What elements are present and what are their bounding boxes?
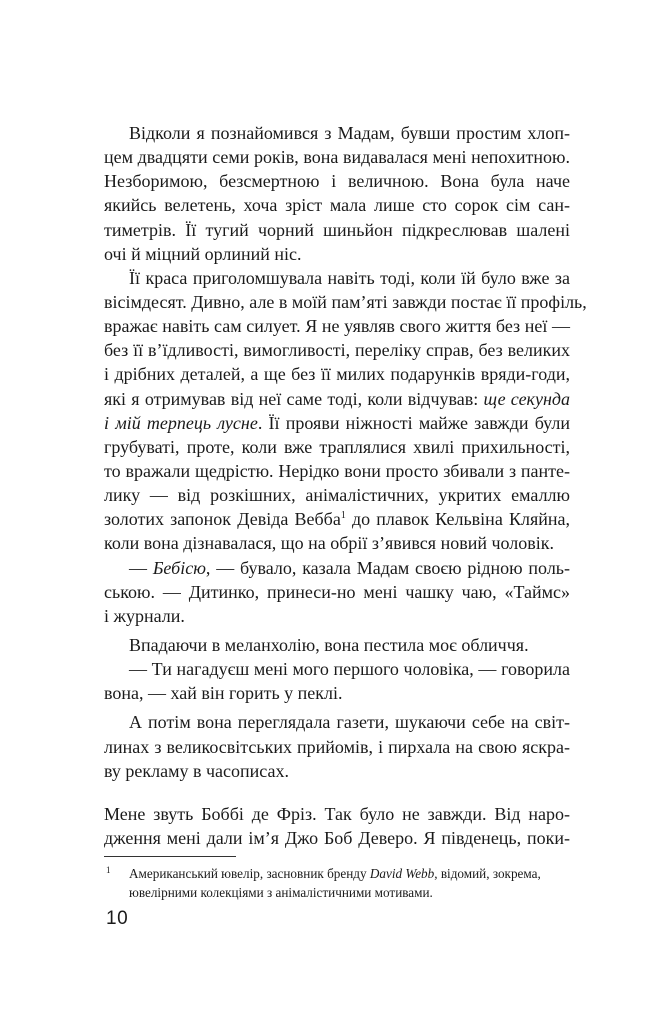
- footnote-number: 1: [106, 865, 111, 875]
- italic-text: ще секунда: [483, 388, 570, 409]
- text-line: [104, 556, 570, 580]
- text-line: і журнали.: [104, 605, 185, 626]
- paragraph: [104, 121, 570, 266]
- text-run: . Її прояви ніжності майже завжди були: [257, 412, 571, 433]
- text-line: грубуваті, проте, коли вже траплялися хвилі прихильності,: [104, 436, 570, 457]
- text-line: вона, — хай він горить у пеклі.: [104, 683, 343, 704]
- section-break: [104, 783, 570, 802]
- paragraph: [104, 556, 570, 628]
- text-run: до плавок Кельвіна Кляйна,: [345, 509, 570, 530]
- text-line: і дрібних деталей, а ще без її милих подарунків вряди-годи,: [104, 364, 570, 385]
- text-line: цем двадцяти семи років, вона видавалася мені непохитною.: [104, 147, 570, 168]
- text-line: линах з великосвітських прийомів, і пирхала на свою яскра-: [104, 736, 570, 757]
- text-run: які я отримував від неї саме тоді, коли відчував:: [104, 388, 484, 409]
- paragraph: [104, 266, 587, 556]
- text-line: то вражали щедрістю. Нерідко вони просто збивали з панте-: [104, 460, 570, 481]
- text-line: коли вона дізнавалася, що на обрії з’явився новий чоловік.: [104, 533, 555, 554]
- footnote: [104, 864, 574, 902]
- text-line: тиметрів. Її тугий чорний шиньйон підкреслював шалені: [104, 219, 570, 240]
- text-line: [104, 411, 570, 435]
- paragraph: [104, 710, 570, 782]
- text-line: ською. — Дитинко, принеси-но мені чашку чаю, «Таймс»: [104, 581, 570, 602]
- text-line: вражає навіть сам силует. Я не уявляв свого життя без неї —: [104, 316, 570, 337]
- text-line: лику — від розкішних, анімалістичних, укритих емаллю: [104, 485, 570, 506]
- italic-text: Бебісю: [152, 557, 206, 578]
- text-line: Її краса приголомшувала навіть тоді, коли їй було вже за: [129, 267, 570, 288]
- text-line: очі й міцний орлиний ніс.: [104, 243, 302, 264]
- text-line: дження мені дали ім’я Джо Боб Деверо. Я південець, поки-: [104, 827, 570, 848]
- text-line: [104, 387, 570, 411]
- text-line: Відколи я познайомився з Мадам, бувши простим хлоп-: [129, 123, 570, 143]
- text-line: вісімдесят. Дивно, але в моїй пам’яті завжди постає її профіль,: [104, 291, 587, 312]
- footnote-line: ювелірними колекціями з анімалістичними мотивами.: [129, 885, 433, 900]
- text-run: —: [129, 557, 153, 578]
- text-run: , відомий, зокрема,: [434, 866, 541, 881]
- text-line: Мене звуть Боббі де Фріз. Так було не завжди. Від наро-: [104, 803, 570, 824]
- text-run: , — бувало, казала Мадам своєю рідною поль-: [205, 557, 571, 578]
- paragraph: [104, 802, 570, 850]
- body-text: [104, 121, 587, 850]
- text-run: золотих запонок Девіда Вебба: [104, 509, 341, 530]
- italic-text: і мій терпець лусне: [104, 412, 258, 433]
- text-line: Незборимою, безсмертною і величною. Вона була наче: [104, 171, 570, 192]
- text-run: Американський ювелір, засновник бренду: [129, 866, 370, 881]
- paragraph: [104, 633, 570, 657]
- text-line: А потім вона переглядала газети, шукаючи себе на світ-: [129, 712, 570, 733]
- footnote-line: [104, 864, 574, 883]
- text-line: — Ти нагадуєш мені мого першого чоловіка, — говорила: [129, 659, 570, 680]
- italic-text: David Webb: [369, 866, 435, 881]
- text-line: без її в’їдливості, вимогливості, переліку справ, без великих: [104, 340, 570, 361]
- text-line: [104, 507, 570, 531]
- page-number: 10: [106, 908, 129, 929]
- text-line: Впадаючи в меланхолію, вона пестила моє обличчя.: [129, 634, 529, 655]
- text-line: якийсь велетень, хоча зріст мала лише сто сорок сім сан-: [104, 195, 570, 216]
- footnote-reference[interactable]: 1: [340, 510, 346, 522]
- footnote-divider: [104, 856, 236, 857]
- text-line: ву рекламу в часописах.: [104, 760, 289, 781]
- paragraph: [104, 657, 570, 705]
